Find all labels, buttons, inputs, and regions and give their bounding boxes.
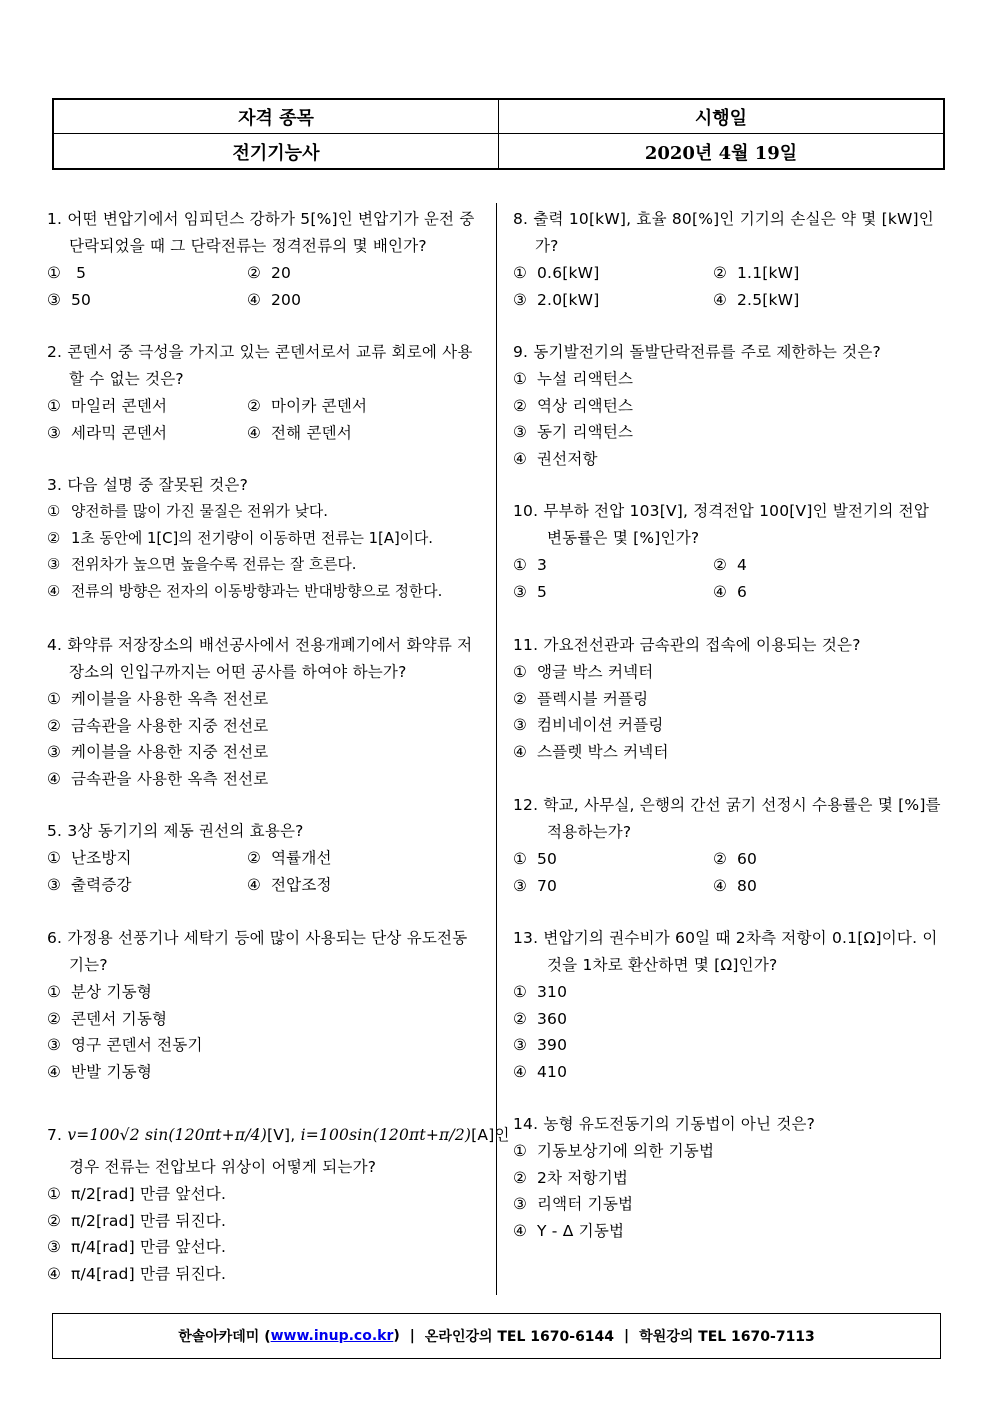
option: ② 마이카 콘덴서 bbox=[247, 397, 368, 415]
option: ① 0.6[kW] bbox=[513, 264, 600, 282]
question-4 bbox=[47, 632, 477, 792]
option: ② 콘덴서 기동형 bbox=[47, 1009, 168, 1028]
option: ④ 80 bbox=[713, 876, 758, 895]
option: ③ 390 bbox=[513, 1036, 568, 1054]
question-stem: 1. 어떤 변압기에서 임피던스 강하가 5[%]인 변압기가 운전 중 단락되었을 때 그 단락전류는 정격전류의 몇 배인가? bbox=[47, 210, 475, 255]
option: ① 기동보상기에 의한 기동법 bbox=[513, 1142, 715, 1160]
separator: | bbox=[624, 1328, 630, 1344]
question-stem: 13. 변압기의 권수비가 60일 때 2차측 저항이 0.1[Ω]이다. 이것을 1차로 환산하면 몇 [Ω]인가? bbox=[513, 929, 938, 974]
offline-phone: 학원강의 TEL 1670-7113 bbox=[639, 1329, 815, 1345]
option: ② 플렉시블 커플링 bbox=[513, 689, 649, 708]
question-7 bbox=[47, 1116, 510, 1287]
question-12 bbox=[513, 792, 943, 899]
option: ④ π/4[rad] 만큼 뒤진다. bbox=[47, 1264, 227, 1283]
question-1 bbox=[47, 206, 477, 313]
question-6 bbox=[47, 925, 477, 1085]
question-14 bbox=[513, 1111, 943, 1244]
option: ③ 컴비네이션 커플링 bbox=[513, 716, 664, 734]
option: ④ 2.5[kW] bbox=[713, 290, 800, 309]
separator: | bbox=[409, 1328, 415, 1344]
header-subject-value: 전기기능사 bbox=[232, 143, 320, 164]
option: ③ 동기 리액턴스 bbox=[513, 423, 634, 441]
option: ④ 전압조정 bbox=[247, 875, 332, 894]
question-stem: 6. 가정용 선풍기나 세탁기 등에 많이 사용되는 단상 유도전동기는? bbox=[47, 929, 468, 974]
option: ② 역률개선 bbox=[247, 849, 332, 867]
option: ② 1.1[kW] bbox=[713, 264, 800, 282]
question-stem: 8. 출력 10[kW], 효율 80[%]인 기기의 손실은 약 몇 [kW]인가? bbox=[513, 210, 934, 255]
option: ③ 세라믹 콘덴서 bbox=[47, 423, 168, 442]
option: ④ 200 bbox=[247, 290, 302, 309]
voltage-formula: v=100√2 sin(120πt+π/4) bbox=[67, 1126, 267, 1144]
option: ③ 전위차가 높으면 높을수록 전류는 잘 흐른다. bbox=[47, 556, 357, 573]
option: ② 금속관을 사용한 지중 전선로 bbox=[47, 716, 269, 735]
question-stem: 10. 무부하 전압 103[V], 정격전압 100[V]인 발전기의 전압 변동률은 몇 [%]인가? bbox=[513, 502, 930, 547]
option: ① 마일러 콘덴서 bbox=[47, 397, 168, 415]
option: ① 3 bbox=[513, 556, 548, 574]
question-5 bbox=[47, 818, 477, 898]
question-stem-continued: 경우 전류는 전압보다 위상이 어떻게 되는가? bbox=[69, 1158, 377, 1176]
option: ③ 리액터 기동법 bbox=[513, 1195, 634, 1213]
question-stem: 2. 콘덴서 중 극성을 가지고 있는 콘덴서로서 교류 회로에 사용할 수 없는 것은? bbox=[47, 343, 473, 388]
question-3 bbox=[47, 472, 477, 605]
question-stem: 9. 동기발전기의 돌발단락전류를 주로 제한하는 것은? bbox=[513, 343, 881, 361]
option: ② 1초 동안에 1[C]의 전기량이 이동하면 전류는 1[A]이다. bbox=[47, 529, 434, 547]
option: ① 앵글 박스 커넥터 bbox=[513, 663, 654, 681]
option: ② 역상 리액턴스 bbox=[513, 396, 634, 415]
option: ① π/2[rad] 만큼 앞선다. bbox=[47, 1185, 227, 1203]
question-stem: 7. v=100√2 sin(120πt+π/4)[V], i=100sin(120πt+π/2)[A]인 bbox=[47, 1126, 510, 1144]
academy-link[interactable]: www.inup.co.kr bbox=[270, 1328, 394, 1344]
header-date-label: 시행일 bbox=[498, 100, 943, 133]
option: ① 50 bbox=[513, 850, 558, 868]
footer-bar: 한솔아카데미 ( www.inup.co.kr ) | 온라인강의 TEL 1670-6144 | 학원강의 TEL 1670-7113 bbox=[52, 1313, 941, 1359]
option: ② 2차 저항기법 bbox=[513, 1168, 629, 1187]
question-13 bbox=[513, 925, 943, 1085]
option: ③ 50 bbox=[47, 290, 92, 309]
option: ② π/2[rad] 만큼 뒤진다. bbox=[47, 1211, 227, 1230]
option: ④ 권선저항 bbox=[513, 449, 598, 468]
option: ④ 반발 기동형 bbox=[47, 1062, 152, 1081]
option: ① 케이블을 사용한 옥측 전선로 bbox=[47, 690, 269, 708]
question-stem: 5. 3상 동기기의 제동 권선의 효용은? bbox=[47, 822, 304, 840]
question-stem: 12. 학교, 사무실, 은행의 간선 굵기 선정시 수용률은 몇 [%]를 적용하는가? bbox=[513, 796, 941, 841]
header-date-value: 2020년 4월 19일 bbox=[498, 134, 943, 170]
question-9 bbox=[513, 339, 943, 472]
question-2 bbox=[47, 339, 477, 446]
option: ③ 출력증강 bbox=[47, 875, 132, 894]
exam-header-table bbox=[52, 98, 945, 170]
option: ④ 전류의 방향은 전자의 이동방향과는 반대방향으로 정한다. bbox=[47, 582, 443, 600]
option: ④ 410 bbox=[513, 1062, 568, 1081]
option: ① 양전하를 많이 가진 물질은 전위가 낮다. bbox=[47, 503, 328, 520]
online-phone: 온라인강의 TEL 1670-6144 bbox=[424, 1329, 615, 1345]
option: ③ 5 bbox=[513, 582, 548, 601]
option: ③ 70 bbox=[513, 876, 558, 895]
question-stem: 3. 다음 설명 중 잘못된 것은? bbox=[47, 476, 249, 494]
question-10 bbox=[513, 498, 943, 605]
question-8 bbox=[513, 206, 943, 313]
option: ② 20 bbox=[247, 264, 292, 282]
option: ③ 2.0[kW] bbox=[513, 290, 600, 309]
option: ③ 영구 콘덴서 전동기 bbox=[47, 1036, 203, 1054]
question-stem: 11. 가요전선관과 금속관의 접속에 이용되는 것은? bbox=[513, 636, 861, 654]
option: ① 난조방지 bbox=[47, 849, 132, 867]
question-11 bbox=[513, 632, 943, 765]
header-subject-label: 자격 종목 bbox=[238, 107, 314, 129]
option: ① 5 bbox=[47, 264, 87, 282]
option: ② 4 bbox=[713, 556, 748, 574]
option: ① 분상 기동형 bbox=[47, 983, 152, 1001]
option: ④ 스플렛 박스 커넥터 bbox=[513, 742, 669, 761]
current-formula: i=100sin(120πt+π/2) bbox=[300, 1126, 472, 1144]
option: ② 60 bbox=[713, 850, 758, 868]
option: ④ 6 bbox=[713, 582, 748, 601]
option: ③ π/4[rad] 만큼 앞선다. bbox=[47, 1238, 227, 1256]
question-stem: 4. 화약류 저장장소의 배선공사에서 전용개폐기에서 화약류 저장소의 인입구까지는 어떤 공사를 하여야 하는가? bbox=[47, 636, 473, 681]
option: ① 310 bbox=[513, 983, 568, 1001]
option: ① 누설 리액턴스 bbox=[513, 370, 634, 388]
option: ④ 전해 콘덴서 bbox=[247, 423, 352, 442]
question-stem: 14. 농형 유도전동기의 기동법이 아닌 것은? bbox=[513, 1115, 816, 1133]
option: ③ 케이블을 사용한 지중 전선로 bbox=[47, 743, 269, 761]
option: ④ Y - Δ 기동법 bbox=[513, 1221, 625, 1240]
academy-name: 한솔아카데미 ( bbox=[178, 1329, 271, 1345]
option: ④ 금속관을 사용한 옥측 전선로 bbox=[47, 769, 269, 788]
option: ② 360 bbox=[513, 1009, 568, 1028]
